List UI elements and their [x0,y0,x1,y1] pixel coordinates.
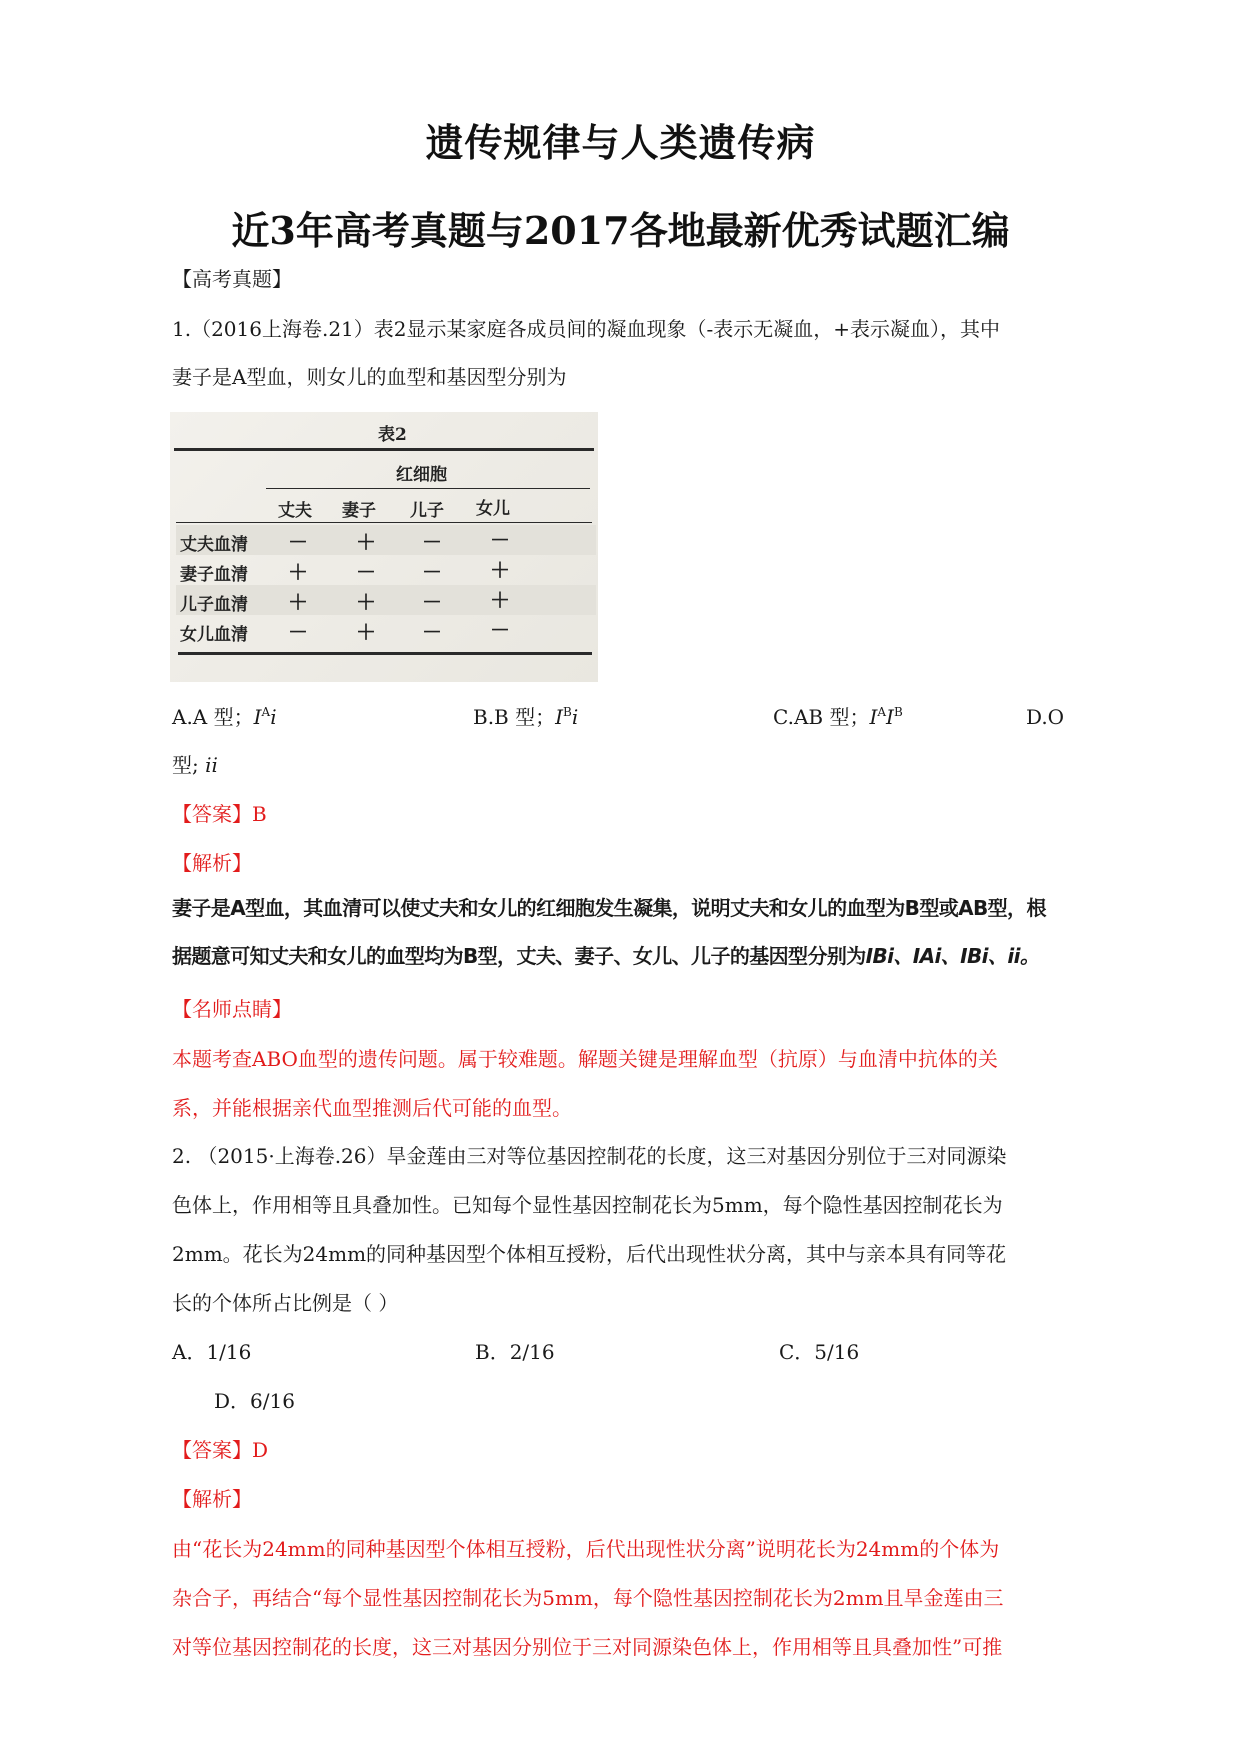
page-title: 遗传规律与人类遗传病 [425,120,816,165]
table-col-header: 女儿 [476,499,510,519]
table-cell: － [422,560,442,584]
table-header-rule [266,488,590,489]
q1-analysis-line2: 据题意可知丈夫和女儿的血型均为B型，丈夫、妻子、女儿、儿子的基因型分别为IBi、IAi、IBi、ii。 [172,944,1040,968]
page-subtitle: 近3年高考真题与2017各地最新优秀试题汇编 [231,208,1010,253]
q1-option-c: C.AB 型；$I^AI^B$ [773,705,903,729]
q1-option-b: B.B 型；$I^Bi$ [473,705,579,729]
q1-option-d: D.O [1026,705,1065,729]
table-col-header: 儿子 [410,501,444,521]
table-cell: － [288,530,308,554]
table-cell: ＋ [356,620,376,644]
q2-analysis-label: 【解析】 [172,1487,252,1511]
table-cell: ＋ [356,530,376,554]
table-cell: ＋ [490,588,510,612]
table-row-label: 妻子血清 [180,565,248,585]
table-cell: － [490,618,510,642]
q1-analysis-label: 【解析】 [172,851,252,875]
q1-table-image [170,412,598,682]
q1-option-d-cont: 型; ii [172,753,218,777]
q2-option-c: C．5/16 [779,1340,860,1364]
q2-answer: 【答案】D [172,1438,269,1462]
q1-stem-line2: 妻子是A型血，则女儿的血型和基因型分别为 [172,365,567,389]
q1-tip-label: 【名师点睛】 [172,997,292,1021]
table-group-header: 红细胞 [396,465,447,485]
q1-answer: 【答案】B [172,802,267,826]
section-heading: 【高考真题】 [172,267,292,291]
table-cell: ＋ [490,558,510,582]
q1-option-a: A.A 型；$I^Ai$ [172,705,277,729]
table-top-rule [174,448,594,451]
table-cell: ＋ [356,590,376,614]
table-cell: － [490,528,510,552]
table-mid-rule [176,522,592,523]
q2-analysis-line1: 由“花长为24mm的同种基因型个体相互授粉，后代出现性状分离”说明花长为24mm的个体为 [172,1537,1000,1561]
table-cell: － [422,590,442,614]
q2-option-d: D．6/16 [214,1389,295,1413]
q2-analysis-line3: 对等位基因控制花的长度，这三对基因分别位于三对同源染色体上，作用相等且具叠加性”可推 [172,1635,1003,1659]
q2-option-b: B．2/16 [475,1340,555,1364]
q1-analysis-line1: 妻子是A型血，其血清可以使丈夫和女儿的红细胞发生凝集，说明丈夫和女儿的血型为B型或AB型，根 [172,896,1046,920]
table-cell: － [356,560,376,584]
q2-option-a: A．1/16 [172,1340,252,1364]
q2-stem-line3: 2mm。花长为24mm的同种基因型个体相互授粉，后代出现性状分离，其中与亲本具有同等花 [172,1242,1007,1266]
q1-tip-line2: 系，并能根据亲代血型推测后代可能的血型。 [172,1096,572,1120]
table-bottom-rule [178,652,592,655]
table-caption: 表2 [378,425,407,445]
q1-stem-line1: 1.（2016上海卷.21）表2显示某家庭各成员间的凝血现象（-表示无凝血，+表示凝血），其中 [172,317,1001,341]
table-cell: － [422,620,442,644]
q2-stem-line1: 2. （2015·上海卷.26）旱金莲由三对等位基因控制花的长度，这三对基因分别位于三对同源染 [172,1144,1007,1168]
table-row-label: 女儿血清 [180,625,248,645]
table-col-header: 丈夫 [278,501,312,521]
q2-analysis-line2: 杂合子，再结合“每个显性基因控制花长为5mm，每个隐性基因控制花长为2mm且旱金莲由三 [172,1586,1004,1610]
table-col-header: 妻子 [342,501,376,521]
table-cell: ＋ [288,560,308,584]
table-row-label: 儿子血清 [180,595,248,615]
q2-stem-line4: 长的个体所占比例是（ ） [172,1291,399,1315]
q1-tip-line1: 本题考查ABO血型的遗传问题。属于较难题。解题关键是理解血型（抗原）与血清中抗体的关 [172,1047,998,1071]
table-cell: － [288,620,308,644]
q2-stem-line2: 色体上，作用相等且具叠加性。已知每个显性基因控制花长为5mm，每个隐性基因控制花长为 [172,1193,1003,1217]
table-cell: － [422,530,442,554]
table-cell: ＋ [288,590,308,614]
table-row-label: 丈夫血清 [180,535,248,555]
